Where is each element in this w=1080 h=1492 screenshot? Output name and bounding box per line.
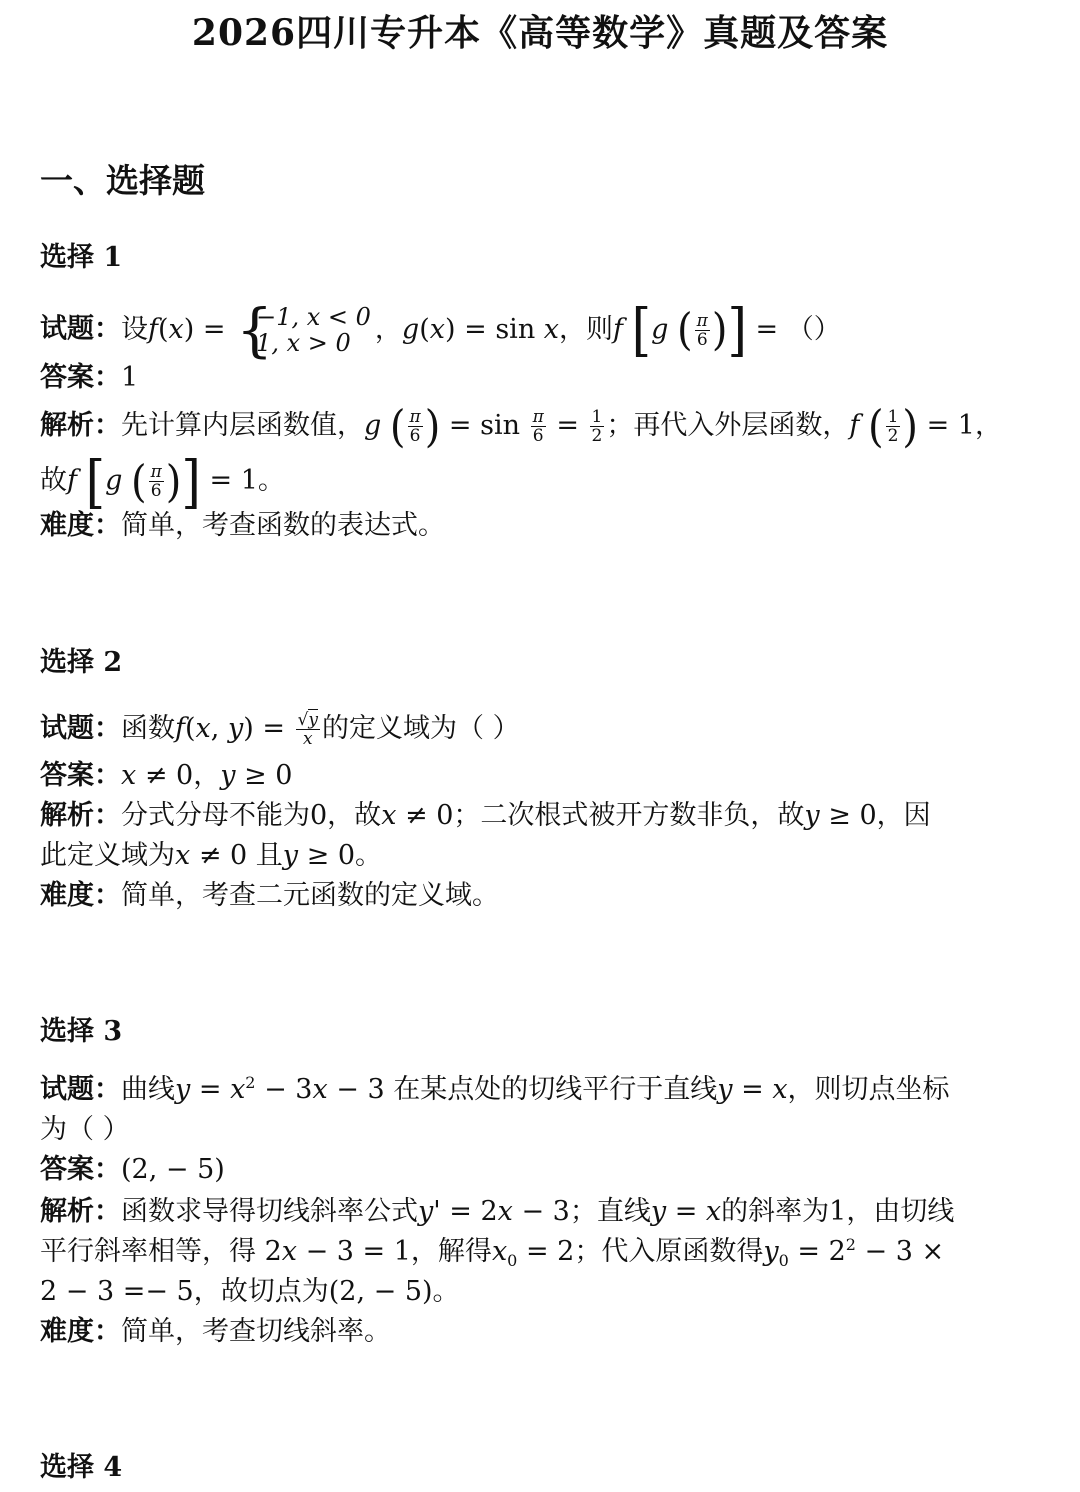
question-formula: 设f(x) = { −1, x < 0 1, x > 0 ，g(x) = sin x，则f [g ( $\frac{\pi}{6}$ )] = （） (121, 296, 841, 364)
question-label: 试题： (40, 313, 121, 345)
question-heading: 选择 4 (40, 1452, 123, 1483)
answer-line (40, 1150, 1050, 1190)
answer-value: x ≠ 0，y ≥ 0 (121, 760, 293, 791)
answer-label: 答案： (40, 362, 121, 393)
question-line (40, 706, 1050, 752)
analysis-formula-end: 故f [g ( $\frac{\pi}{6}$ )] = 1。 (40, 448, 285, 515)
difficulty-line (40, 506, 1050, 546)
analysis-line (40, 1192, 1050, 1232)
question-line (40, 296, 1050, 364)
question-heading: 选择 2 (40, 647, 123, 678)
analysis-line (40, 796, 1050, 836)
difficulty-value: 简单，考查二元函数的定义域。 (121, 880, 499, 911)
answer-label: 答案： (40, 1154, 121, 1185)
analysis-text-end: 此定义域为x ≠ 0 且y ≥ 0。 (40, 840, 383, 871)
question-heading: 选择 1 (40, 242, 123, 273)
question-line (40, 1070, 1050, 1110)
question-label: 试题： (40, 713, 121, 744)
question-heading: 选择 3 (40, 1016, 123, 1047)
analysis-line (40, 402, 1050, 450)
answer-value: (2, − 5) (121, 1154, 225, 1185)
analysis-text-end: 2 − 3 =− 5，故切点为(2, − 5)。 (40, 1276, 460, 1307)
analysis-text: 分式分母不能为0，故x ≠ 0；二次根式被开方数非负，故y ≥ 0，因 (121, 800, 931, 831)
document-title: 2026四川专升本《高等数学》真题及答案 (191, 12, 889, 54)
analysis-label: 解析： (40, 410, 121, 441)
difficulty-label: 难度： (40, 880, 121, 911)
difficulty-value: 简单，考查切线斜率。 (121, 1316, 391, 1347)
answer-line (40, 756, 1050, 796)
question-label: 试题： (40, 1074, 121, 1105)
section-title: 一、选择题 (40, 161, 205, 200)
analysis-formula: 先计算内层函数值，g ( $\frac{\pi}{6}$ ) = sin $\frac{\pi}{6}$ = $\frac{1}{2}$ ；再代入外层函数，f ( $\frac{1}{2}$ ) = 1， (121, 401, 1002, 452)
difficulty-label: 难度： (40, 510, 121, 541)
analysis-line-continued (40, 448, 1050, 515)
analysis-text: 函数求导得切线斜率公式y' = 2x − 3；直线y = x的斜率为1，由切线 (121, 1196, 955, 1227)
analysis-line-continued (40, 1232, 1050, 1272)
difficulty-line (40, 876, 1050, 916)
analysis-label: 解析： (40, 800, 121, 831)
answer-line (40, 358, 1050, 398)
answer-value: 1 (121, 362, 139, 393)
difficulty-label: 难度： (40, 1316, 121, 1347)
question-text-end: 为（ ） (40, 1114, 130, 1145)
analysis-line-continued (40, 836, 1050, 876)
question-formula: 函数f(x, y) = $\frac{√y}{x}$ 的定义域为（ ） (121, 710, 520, 749)
question-formula: 曲线$y = x^2 - 3x - 3$ 在某点处的切线平行于直线y = x，则切点坐标 (121, 1073, 950, 1105)
analysis-label: 解析： (40, 1196, 121, 1227)
difficulty-line (40, 1312, 1050, 1352)
question-line-continued (40, 1110, 1050, 1150)
analysis-text-mid: 平行斜率相等，得 2x − 3 = 1，解得$x_0 = 2$；代入原函数得$y_0 = 2^2 - 3$ × (40, 1235, 945, 1270)
answer-label: 答案： (40, 760, 121, 791)
analysis-line-continued (40, 1272, 1050, 1312)
difficulty-value: 简单，考查函数的表达式。 (121, 510, 445, 541)
